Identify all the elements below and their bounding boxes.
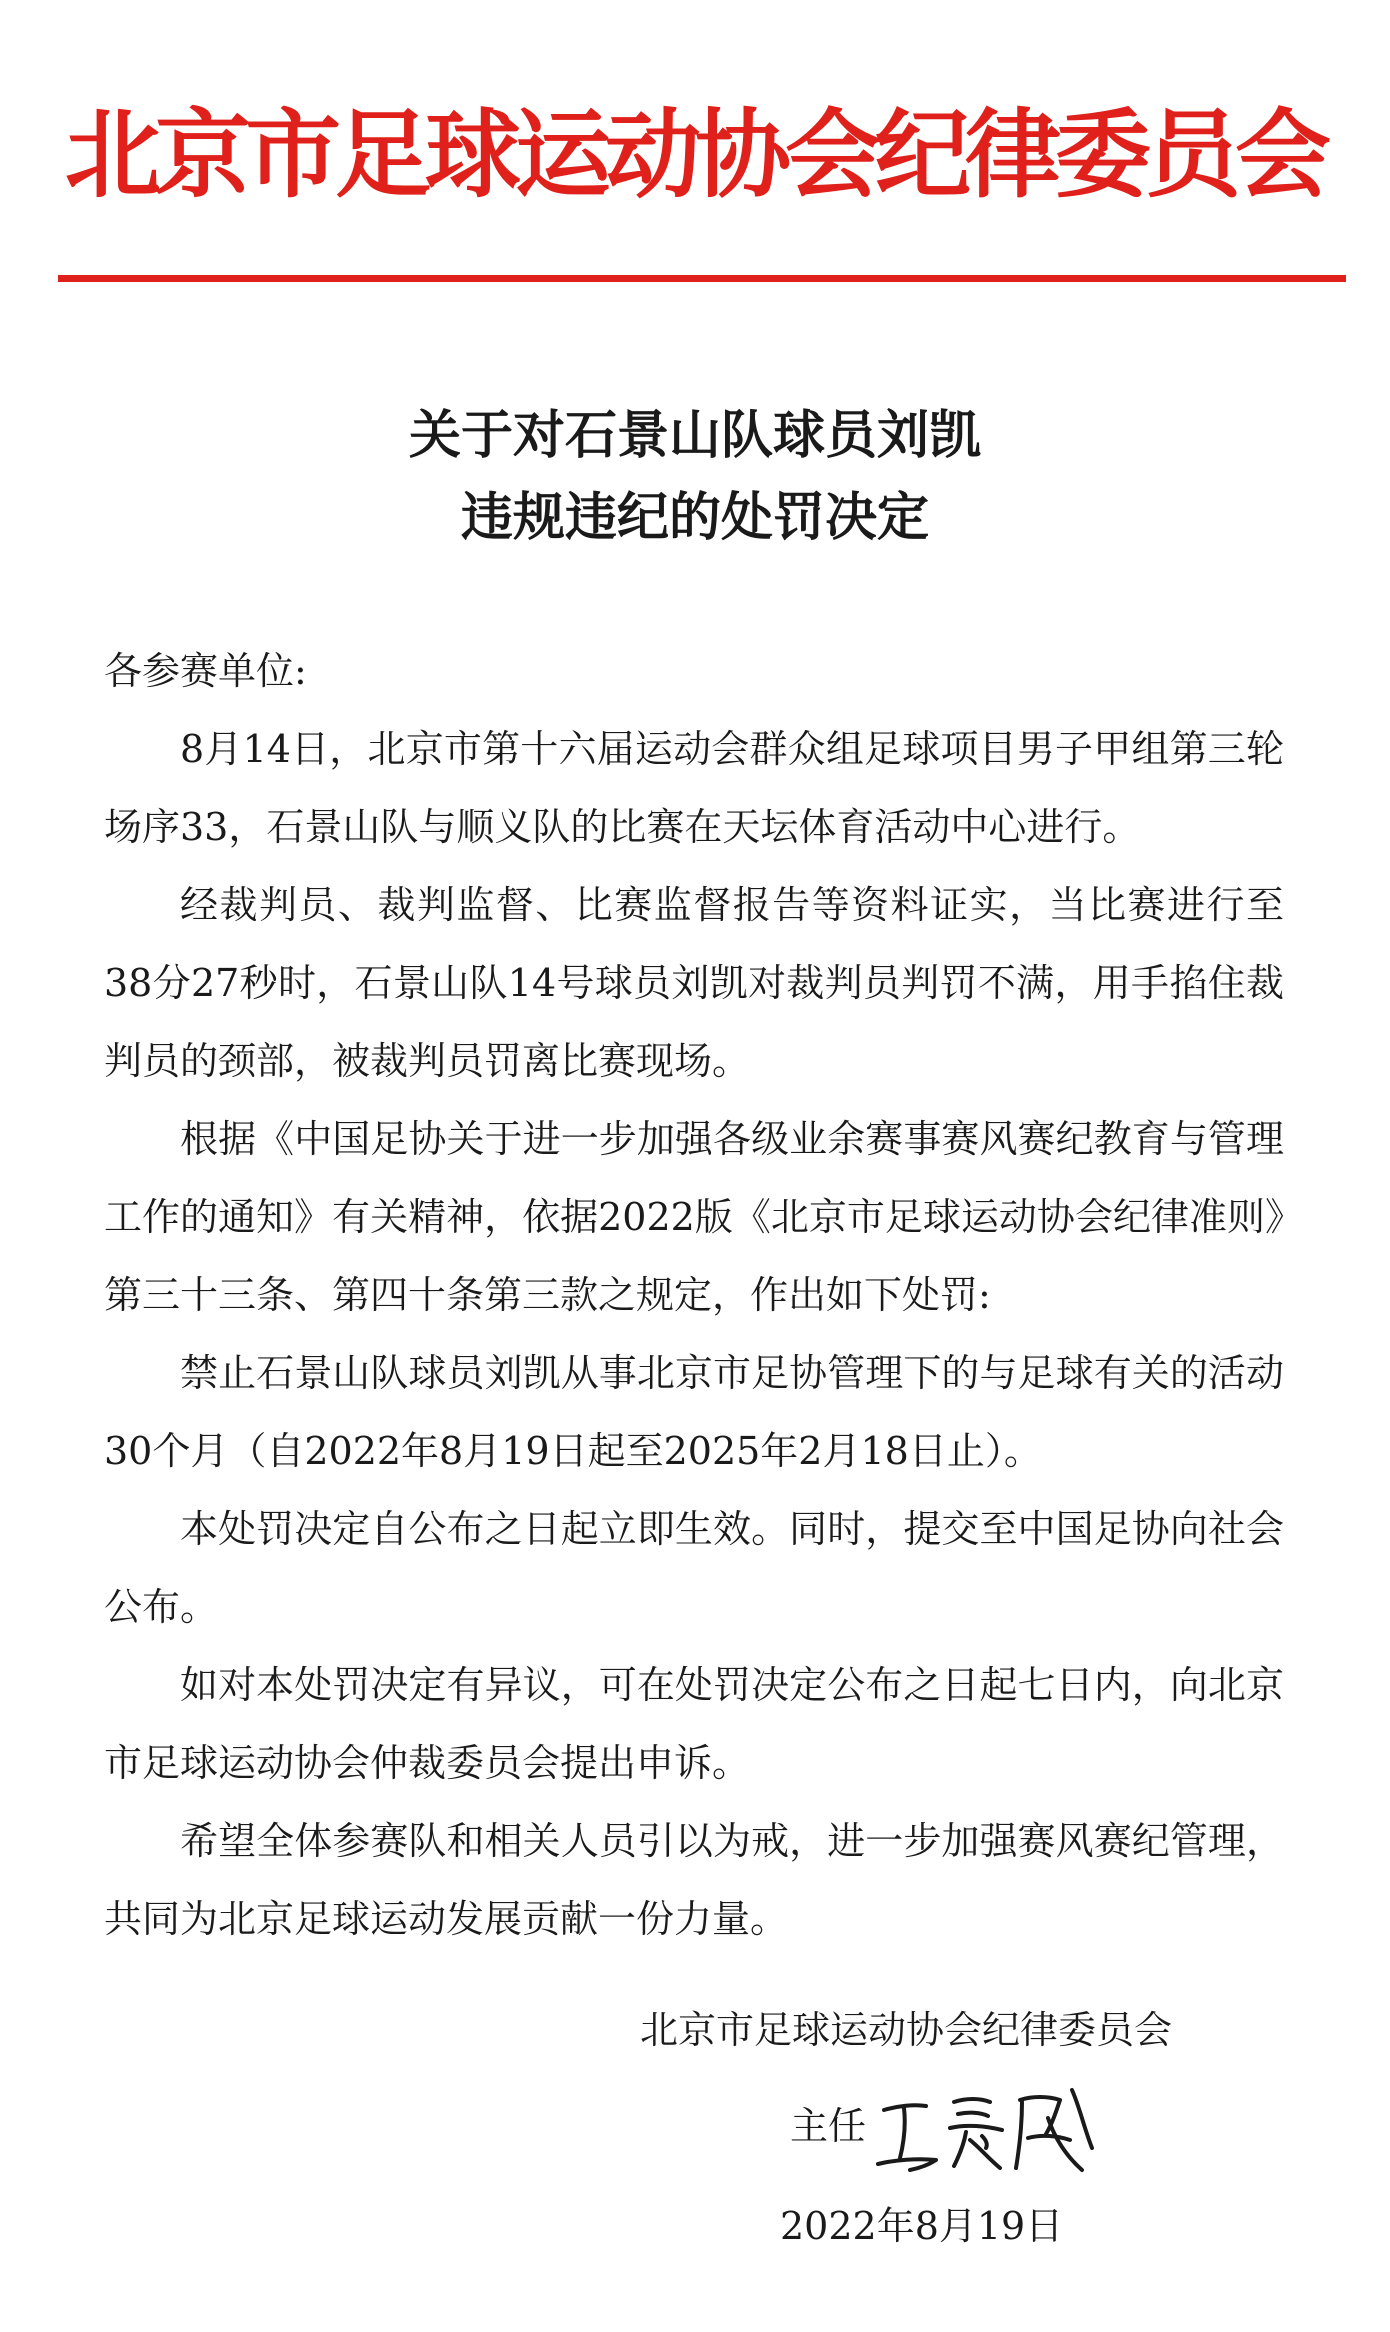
signature-date: 2022年8月19日 [780, 2204, 1064, 2248]
document-title-line-2: 违规违纪的处罚决定 [460, 487, 929, 548]
paragraph-incident: 经裁判员、裁判监督、比赛监督报告等资料证实，当比赛进行至38分27秒时，石景山队14号球员刘凯对裁判员判罚不满，用手掐住裁判员的颈部，被裁判员罚离比赛现场。 [104, 883, 1284, 1083]
signature-role: 主任 [790, 2104, 867, 2148]
document-body [104, 632, 1284, 1958]
paragraph-match-info: 8月14日，北京市第十六届运动会群众组足球项目男子甲组第三轮场序33，石景山队与顺义队的比赛在天坛体育活动中心进行。 [104, 727, 1284, 849]
paragraph-appeal: 如对本处罚决定有异议，可在处罚决定公布之日起七日内，向北京市足球运动协会仲裁委员会提出申诉。 [104, 1663, 1284, 1785]
paragraph-legal-basis: 根据《中国足协关于进一步加强各级业余赛事赛风赛纪教育与管理工作的通知》有关精神，依据2022版《北京市足球运动协会纪律准则》第三十三条、第四十条第三款之规定，作出如下处罚: [104, 1117, 1284, 1317]
organization-letterhead: 北京市足球运动协会纪律委员会 [65, 99, 1325, 211]
paragraph-penalty: 禁止石景山队球员刘凯从事北京市足协管理下的与足球有关的活动30个月（自2022年8月19日起至2025年2月18日止）。 [104, 1351, 1284, 1473]
document-title-line-1: 关于对石景山队球员刘凯 [408, 405, 981, 466]
signature-organization: 北京市足球运动协会纪律委员会 [640, 2008, 1173, 2052]
paragraph-effective: 本处罚决定自公布之日起立即生效。同时，提交至中国足协向社会公布。 [104, 1507, 1284, 1629]
salutation: 各参赛单位: [104, 649, 307, 693]
paragraph-closing: 希望全体参赛队和相关人员引以为戒，进一步加强赛风赛纪管理，共同为北京足球运动发展贡献一份力量。 [104, 1819, 1284, 1941]
handwritten-signature [870, 2078, 1100, 2178]
letterhead-red-rule [58, 275, 1346, 282]
document-title [0, 395, 1390, 559]
